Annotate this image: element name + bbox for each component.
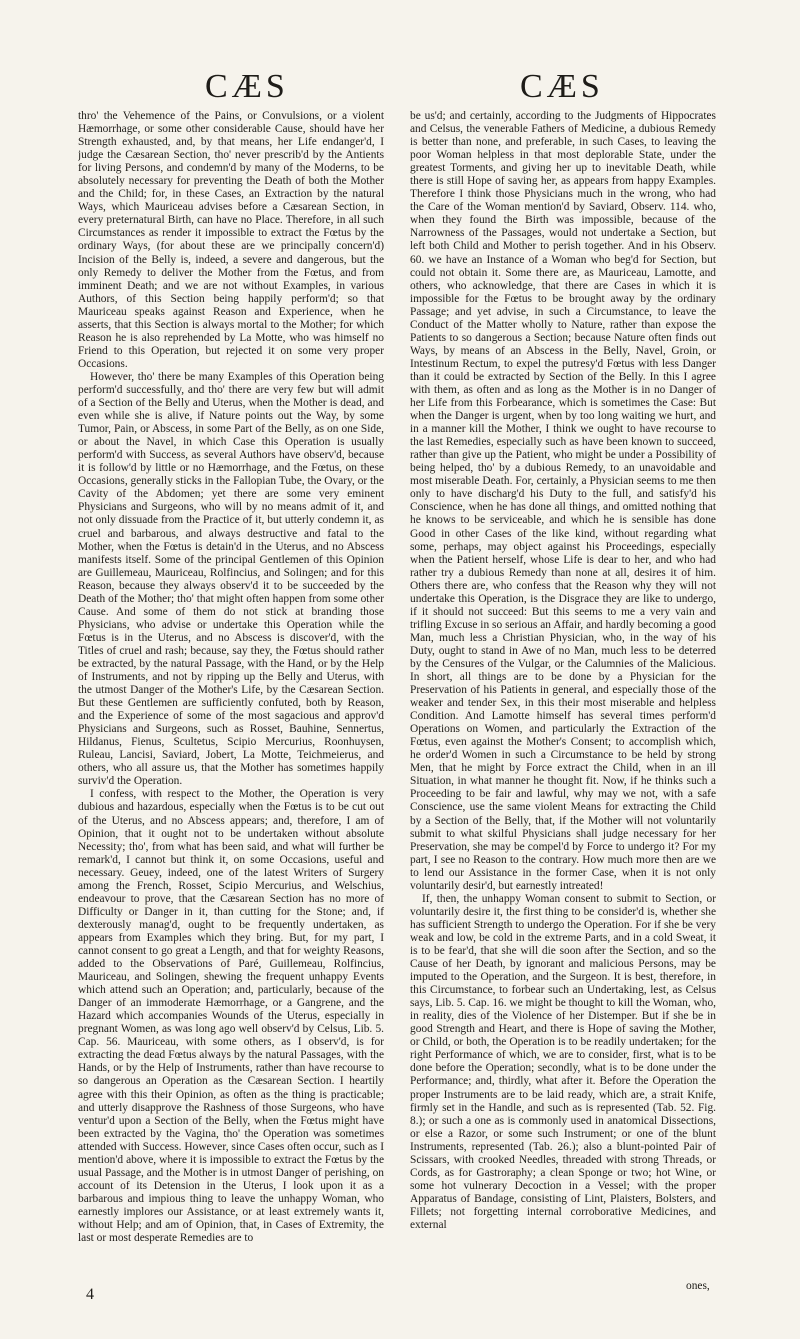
text-columns [78, 110, 720, 1280]
page-number: 4 [86, 1286, 94, 1303]
running-head-left: CÆS [205, 68, 289, 105]
running-head-right: CÆS [520, 68, 604, 105]
paragraph: If, then, the unhappy Woman consent to submit to Section, or voluntarily desire it, the first thing to be consider'd is, whether she has sufficient Strength to undergo the Operation. For if she be very weak and low, be cold in the extreme Parts, and in a cold Sweat, it is to be fear'd, that she will die soon after the Section, and so the Cause of her Death, by ignorant and malicious Persons, may be imputed to the Operation, and the Surgeon. It is best, therefore, in this Circumstance, to forbear such an Undertaking, lest, as Celsus says, Lib. 5. Cap. 16. we might be thought to kill the Woman, who, in reality, dies of the Violence of her Distemper. But if she be in good Strength and Heart, and there is Hope of saving the Mother, or Child, or both, the Operation is to be readily undertaken; for the right Performance of which, we are to consider, first, what is to be done before the Operation; secondly, what is to be done under the Performance; and, thirdly, what after it. Before the Operation the proper Instruments are to be laid ready, which are, a strait Knife, firmly set in the Handle, and such as is represented (Tab. 52. Fig. 8.); or such a one as is commonly used in anatomical Dissections, or else a Razor, or some such Instrument; or one of the blunt Instruments, represented (Tab. 26.); also a blunt-pointed Pair of Scissars, with crooked Needles, threaded with strong Threads, or Cords, as for Gastroraphy; a clean Sponge or two; hot Wine, or some hot vulnerary Decoction in a Vessel; with the proper Apparatus of Bandage, consisting of Lint, Plaisters, Bolsters, and Fillets; not forgetting internal corroborative Medicines, and external [410, 892, 716, 1231]
right-column [410, 110, 716, 1280]
paragraph: However, tho' there be many Examples of this Operation being perform'd successfully, and tho' there are very few but will admit of a Section of the Belly and Uterus, when the Mother is dead, and even while she is alive, if Nature points out the Way, by some Tumor, Pain, or Abscess, in some Part of the Belly, as on one Side, or about the Navel, in which Case this Operation is usually perform'd with Success, as several Authors have observ'd, because it is follow'd by little or no Hæmorrhage, and the Fœtus, on these Occasions, generally sticks in the Fallopian Tube, the Ovary, or the Cavity of the Abdomen; yet there are some very eminent Physicians and Surgeons, who will by no means admit of it, and not only dissuade from the Practice of it, but utterly condemn it, as cruel and barbarous, and always destructive and fatal to the Mother, when the Fœtus is detain'd in the Uterus, and no Abscess manifests itself. Some of the principal Gentlemen of this Opinion are Guillemeau, Mauriceau, Rolfincius, and Solingen; and for this Reason, because they always observ'd it to be succeeded by the Death of the Mother; tho' that might often happen from some other Cause. And some of them do not stick at branding those Physicians, who advise or undertake this Operation while the Fœtus is in the Uterus, and no Abscess is discover'd, with the Titles of cruel and rash; because, say they, the Fœtus should rather be extracted, by the natural Passage, with the Hand, or by the Help of Instruments, and not by ripping up the Belly and Uterus, with the utmost Danger of the Mother's Life, by the Cæsarean Section. But these Gentlemen are sufficiently confuted, both by Reason, and the Experience of some of the most sagacious and approv'd Physicians and Surgeons, such as Rosset, Bauhine, Sennertus, Hildanus, Fienus, Scultetus, Scipio Mercurius, Roonhuysen, Ruleau, Lancisi, Saviard, Jobert, La Motte, Teichmeierus, and others, who all assure us, that the Mother has sometimes happily surviv'd the Operation. [78, 370, 384, 788]
left-column [78, 110, 384, 1280]
paragraph: thro' the Vehemence of the Pains, or Convulsions, or a violent Hæmorrhage, or some other considerable Cause, should have her Strength exhausted, and, by that means, her Life endanger'd, I judge the Cæsarean Section, tho' never prescrib'd by the Antients for living Persons, and condemn'd by many of the Moderns, to be absolutely necessary for preventing the Death of both the Mother and the Child; for, in these Cases, an Extraction by the natural Ways, which Mauriceau advises before a Cæsarean Section, in every preternatural Birth, can have no Place. Therefore, in all such Circumstances as render it impossible to extract the Fœtus by the ordinary Ways, (for about these are we principally concern'd) Incision of the Belly is, indeed, a severe and dangerous, but the only Remedy to deliver the Mother from the Fœtus, and from imminent Death; and we are not without Examples, in various Authors, of this Section being happily perform'd; so that Mauriceau speaks against Reason and Experience, when he asserts, that this Section is always mortal to the Mother; for which Reason he is also reprehended by La Motte, who was himself no Friend to this Operation, but rejected it on some very proper Occasions. [78, 110, 384, 370]
catchword: ones, [686, 1280, 710, 1292]
paragraph: be us'd; and certainly, according to the Judgments of Hippocrates and Celsus, the venerable Fathers of Medicine, a dubious Remedy is better than none, and preferable, in such Cases, to leaving the poor Woman helpless in that most deplorable State, under the greatest Torments, and giving her up to inevitable Death, while there is still Hope of saving her, as appears from happy Examples. Therefore I think those Physicians much in the wrong, who had the Care of the Woman mention'd by Saviard, Observ. 114. who, when they found the Birth was impossible, because of the Narrowness of the Passages, would not undertake a Section, but left both Child and Mother to perish together. And in his Observ. 60. we have an Instance of a Woman who beg'd for Section, but could not obtain it. Some there are, as Mauriceau, Lamotte, and others, who acknowledge, that there are Cases in which it is impossible for the Fœtus to be brought away by the ordinary Passage; and yet advise, in such a Circumstance, to leave the Conduct of the Matter wholly to Nature, rather than expose the Patients to so dangerous a Section; because Nature often finds out Ways, by means of an Abscess in the Belly, Navel, Groin, or Intestinum Rectum, to expel the putresy'd Fœtus with less Danger than it could be extracted by Section of the Belly. In this I agree with them, as often and as long as the Mother is in no Danger of her Life from this Forbearance, which is sometimes the Case: But when the Danger is urgent, when by too long waiting we hurt, and in a manner kill the Mother, I think we ought to have recourse to the last Remedies, especially such as have been known to succeed, rather than give up the Patient, who might be under a Possibility of being helped, tho' by a dubious Remedy, to an unavoidable and most miserable Death. For, certainly, a Physician seems to me then only to have discharg'd his Duty to the full, and satisfy'd his Conscience, when he has done all things, and omitted nothing that he knows to be serviceable, and which he is sensible has done Good in other Cases of the like kind, without regarding what some, perhaps, may object against his Proceedings, especially when the Patient herself, whose Life is dear to her, and who had rather try a dubious Remedy than none at all, desires it of him. Others there are, who confess that the Reason why they will not undertake this Operation, is the Disgrace they are like to undergo, if it should not succeed: But this seems to me a very vain and trifling Excuse in so serious an Affair, and hardly becoming a good Man, much less a Christian Physician, who, in the way of his Duty, ought to stand in Awe of no Man, much less to be deterred by the Censures of the Vulgar, or the Calumnies of the Malicious. In short, all things are to be done by a Physician for the Preservation of his Patients in general, and especially those of the weaker and tender Sex, in this their most miserable and helpless Condition. And Lamotte himself has several times perform'd Operations on Women, and particularly the Extraction of the Fœtus, even against the Mother's Consent; to accomplish which, he order'd Women in such a Circumstance to be held by strong Men, that he might by Force extract the Child, when in an ill Situation, in what manner he thought fit. Now, if he thinks such a Proceeding to be fair and lawful, why may we not, with a safe Conscience, use the same violent Means for extracting the Child by a Section of the Belly, that, if the Mother will not voluntarily submit to what skilful Physicians shall judge necessary for her Preservation, she may be compel'd by Force to undergo it? For my part, I see no Reason to the contrary. How much more then are we to lend our Assistance in the former Case, when it is not only voluntarily desir'd, but earnestly intreated! [410, 110, 716, 892]
paragraph: I confess, with respect to the Mother, the Operation is very dubious and hazardous, especially when the Fœtus is to be cut out of the Uterus, and no Abscess appears; and, therefore, I am of Opinion, that it ought not to be undertaken without absolute Necessity; tho', from what has been said, and what will further be remark'd, I cannot but think it, on some Occasions, useful and necessary. Geuey, indeed, one of the latest Writers of Surgery among the French, Rosset, Scipio Mercurius, and Welschius, endeavour to prove, that the Cæsarean Section has no more of Difficulty or Danger in it, than cutting for the Stone; and, if dexterously manag'd, ought to be frequently undertaken, as appears from Examples which they bring. But, for my part, I cannot consent to go great a Length, and that for weighty Reasons, added to the Observations of Paré, Guillemeau, Rolfincius, Mauriceau, and Solingen, shewing the frequent unhappy Events which attend such an Operation; and, particularly, because of the Danger of an immoderate Hæmorrhage, or a Gangrene, and the Hazard which accompanies Wounds of the Uterus, especially in pregnant Women, as was long ago well observ'd by Celsus, Lib. 5. Cap. 56. Mauriceau, with some others, as I observ'd, is for extracting the dead Fœtus always by the natural Passages, with the Hands, or by the Help of Instruments, rather than have recourse to so dangerous an Operation as the Cæsarean Section. I heartily agree with this their Opinion, as often as the thing is practicable; and utterly disapprove the Rashness of those Surgeons, who have ventur'd upon a Section of the Belly, when the Fœtus might have been extracted by the Vagina, tho' the Operation was sometimes attended with Success. However, since Cases often occur, such as I mention'd above, where it is impossible to extract the Fœtus by the usual Passage, and the Mother is in utmost Danger of perishing, on account of its Detension in the Uterus, I look upon it as a barbarous and impious thing to leave the unhappy Woman, who earnestly implores our Assistance, or at least extremely wants it, without Help; and am of Opinion, that, in Cases of Extremity, the last or most desperate Remedies are to [78, 788, 384, 1245]
